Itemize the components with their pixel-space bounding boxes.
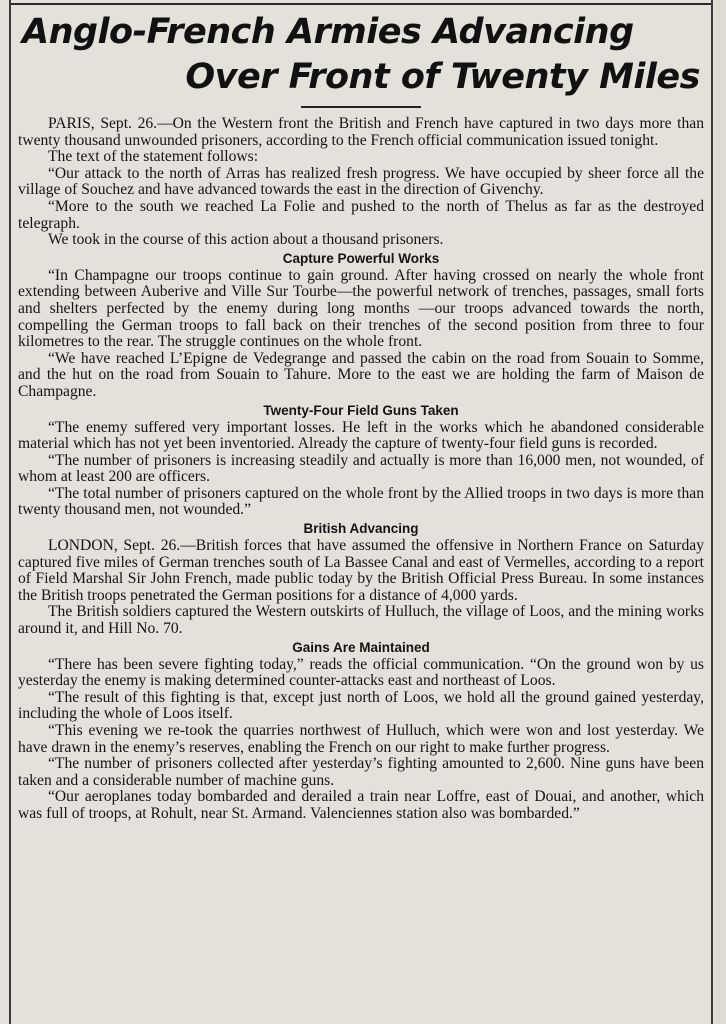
paragraph: “There has been severe fighting today,” reads the official communication. “On the ground won by us yesterday the enemy is making determined counter-attacks east and northeast of Loos. [18, 655, 704, 690]
paragraph: “The number of prisoners collected after yesterday’s fighting amounted to 2,600. Nine guns have been taken and a considerable number of machine guns. [18, 755, 704, 789]
paragraph: “This evening we re-took the quarries northwest of Hulluch, which were won and lost yesterday. We have drawn in the enemy’s reserves, enabling the French on our right to make further progress. [18, 722, 704, 756]
article-body [18, 116, 704, 823]
paragraph: LONDON, Sept. 26.—British forces that have assumed the offensive in Northern France on Saturday captured five miles of German trenches south of La Bassee Canal and east of Vermelles, according to a report of Field Marshal Sir John French, made public today by the British Official Press Bureau. In some instances the British troops penetrated the German positions for a distance of 4,000 yards. [18, 537, 704, 604]
subhead-british-advancing: British Advancing [303, 521, 419, 537]
headline-line-2: Over Front of Twenty Miles [185, 57, 700, 97]
paragraph: The text of the statement follows: [48, 148, 259, 166]
paragraph: “The number of prisoners is increasing steadily and actually is more than 16,000 men, not wounded, of whom at least 200 are officers. [18, 451, 704, 486]
subhead-gains-maintained: Gains Are Maintained [292, 639, 430, 655]
paragraph: “Our aeroplanes today bombarded and derailed a train near Loffre, east of Douai, and another, which was full of troops, at Rohult, near St. Armand. Valenciennes station also was bombarded.” [18, 788, 704, 822]
paragraph: PARIS, Sept. 26.—On the Western front the British and French have captured in two days more than twenty thousand unwounded prisoners, according to the French official communication issued tonight. [18, 115, 704, 149]
headline-divider [301, 106, 421, 108]
news-article [18, 10, 704, 823]
subhead-field-guns-taken: Twenty-Four Field Guns Taken [263, 402, 459, 418]
headline-line-1: Anglo-French Armies Advancing [22, 12, 634, 52]
right-column-rule [711, 0, 713, 1024]
paragraph: “The total number of prisoners captured on the whole front by the Allied troops in two days is more than twenty thousand men, not wounded.” [18, 484, 704, 519]
paragraph: “More to the south we reached La Folie and pushed to the north of Thelus as far as the destroyed telegraph. [18, 197, 704, 232]
article-headline [18, 10, 704, 100]
left-column-rule [9, 0, 11, 1024]
subhead-capture-powerful-works: Capture Powerful Works [282, 250, 440, 266]
top-column-rule [10, 3, 712, 5]
paragraph: “The enemy suffered very important losses. He left in the works which he abandoned considerable material which has not yet been inventoried. Already the capture of twenty-four field guns is recorded. [18, 418, 704, 453]
paragraph: We took in the course of this action about a thousand prisoners. [48, 231, 444, 249]
paragraph: “Our attack to the north of Arras has realized fresh progress. We have occupied by sheer force all the village of Souchez and have advanced towards the east in the direction of Givenchy. [18, 164, 704, 199]
paragraph: The British soldiers captured the Western outskirts of Hulluch, the village of Loos, and the mining works around it, and Hill No. 70. [18, 603, 704, 638]
paragraph: “In Champagne our troops continue to gain ground. After having crossed on nearly the whole front extending between Auberive and Ville Sur Tourbe—the powerful network of trenches, passages, small forts and shelters perfected by the enemy during long months —our troops advanced towards the north, compelling the German troops to fall back on their trenches of the second position from three to four kilometres to the rear. The struggle continues on the whole front. [18, 266, 704, 351]
paragraph: “We have reached L’Epigne de Vedegrange and passed the cabin on the road from Souain to Somme, and the hut on the road from Souain to Tahure. More to the east we are holding the farm of Maison de Champagne. [18, 349, 704, 400]
adjacent-column-edge [715, 0, 726, 1024]
paragraph: “The result of this fighting is that, except just north of Loos, we hold all the ground gained yesterday, including the whole of Loos itself. [18, 688, 704, 723]
